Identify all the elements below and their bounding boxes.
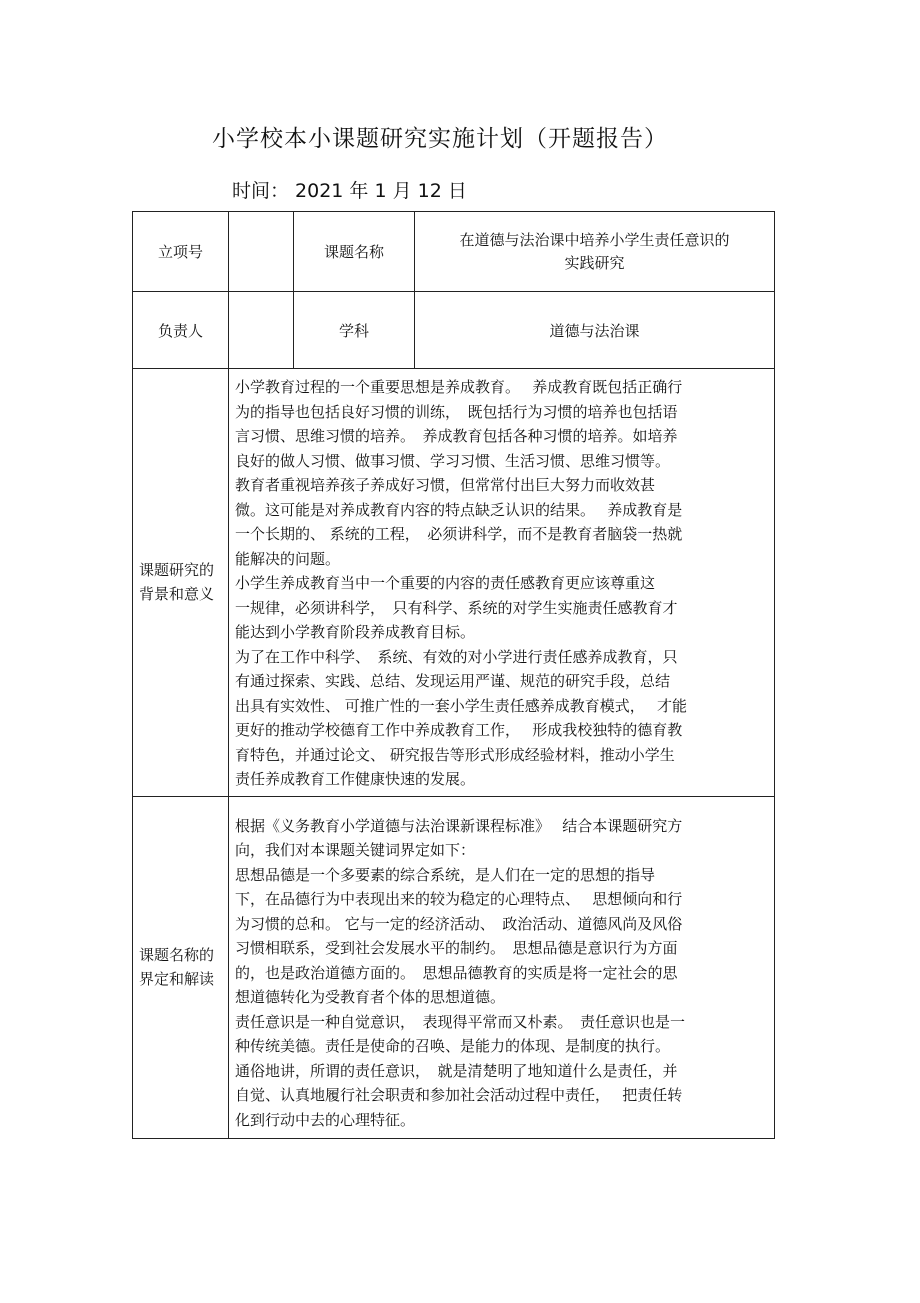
text-line: 为了在工作中科学、 系统、有效的对小学进行责任感养成教育，只 <box>235 647 678 666</box>
topic-value <box>415 212 775 292</box>
text-line: 一个长期的、 系统的工程， 必须讲科学，而不是教育者脑袋一热就 <box>235 525 683 543</box>
text-line: 习惯相联系，受到社会发展水平的制约。 思想品德是意识行为方面 <box>235 939 678 958</box>
text-line: 根据《义务教育小学道德与法治课新课程标准》 结合本课题研究方 <box>235 816 683 835</box>
background-label: 课题研究的背景和意义 <box>133 369 229 797</box>
table-row <box>133 796 775 1138</box>
text-line: 责任意识是一种自觉意识， 表现得平常而又朴素。 责任意识也是一 <box>235 1012 686 1031</box>
text-line: 有通过探索、实践、总结、发现运用严谨、规范的研究手段，总结 <box>235 672 671 690</box>
text-line: 想道德转化为受教育者个体的思想道德。 <box>235 988 506 1007</box>
table-row <box>133 369 775 797</box>
text-line: 责任养成教育工作健康快速的发展。 <box>235 770 476 788</box>
text-line: 通俗地讲，所谓的责任意识， 就是清楚明了地知道什么是责任，并 <box>235 1061 678 1080</box>
definition-text <box>229 796 775 1138</box>
text-line: 育特色，并通过论文、 研究报告等形式形成经验材料，推动小学生 <box>235 745 675 764</box>
text-line: 能达到小学教育阶段养成教育目标。 <box>235 623 476 641</box>
text-line: 的，也是政治道德方面的。 思想品德教育的实质是将一定社会的思 <box>235 963 678 982</box>
leader-value <box>229 292 294 369</box>
text-line: 出具有实效性、 可推广性的一套小学生责任感养成教育模式， 才能 <box>235 696 688 715</box>
definition-label: 课题名称的界定和解读 <box>133 796 229 1138</box>
project-no-value <box>229 212 294 292</box>
text-line: 能解决的问题。 <box>235 549 341 568</box>
topic-line-2: 实践研究 <box>564 253 625 272</box>
text-line: 言习惯、思维习惯的培养。 养成教育包括各种习惯的培养。如培养 <box>235 427 678 445</box>
text-line: 下，在品德行为中表现出来的较为稳定的心理特点、 思想倾向和行 <box>235 890 683 909</box>
text-line: 化到行动中去的心理特征。 <box>235 1110 416 1129</box>
text-line: 小学生养成教育当中一个重要的内容的责任感教育更应该尊重这 <box>235 574 656 592</box>
text-line: 为的指导也包括良好习惯的训练， 既包括行为习惯的培养也包括语 <box>235 402 678 421</box>
text-line: 为习惯的总和。 它与一定的经济活动、 政治活动、道德风尚及风俗 <box>235 914 683 933</box>
text-line: 种传统美德。责任是使命的召唤、是能力的体现、是制度的执行。 <box>235 1037 671 1056</box>
text-line: 思想品德是一个多要素的综合系统，是人们在一定的思想的指导 <box>235 865 656 884</box>
text-line: 一规律，必须讲科学， 只有科学、系统的对学生实施责任感教育才 <box>235 598 678 617</box>
text-line: 教育者重视培养孩子养成好习惯，但常常付出巨大努力而收效甚 <box>235 476 656 494</box>
text-line: 微。这可能是对养成教育内容的特点缺乏认识的结果。 养成教育是 <box>235 500 683 519</box>
text-line: 更好的推动学校德育工作中养成教育工作， 形成我校独特的德育教 <box>235 721 683 739</box>
project-no-label: 立项号 <box>133 212 229 292</box>
topic-line-1: 在道德与法治课中培养小学生责任意识的 <box>459 230 730 249</box>
subject-value: 道德与法治课 <box>415 292 775 369</box>
background-text <box>229 369 775 797</box>
text-line: 向，我们对本课题关键词界定如下： <box>235 841 476 860</box>
document-title: 小学校本小课题研究实施计划（开题报告） <box>212 126 668 152</box>
leader-label: 负责人 <box>133 292 229 369</box>
date-line: 时间： 2021 年 1 月 12 日 <box>232 180 467 202</box>
table-row <box>133 212 775 292</box>
text-line: 小学教育过程的一个重要思想是养成教育。 养成教育既包括正确行 <box>235 378 683 396</box>
table-row <box>133 292 775 369</box>
text-line: 自觉、认真地履行社会职责和参加社会活动过程中责任， 把责任转 <box>235 1086 683 1105</box>
report-table <box>132 211 775 1139</box>
text-line: 良好的做人习惯、做事习惯、学习习惯、生活习惯、思维习惯等。 <box>235 451 671 470</box>
topic-label: 课题名称 <box>294 212 415 292</box>
subject-label: 学科 <box>294 292 415 369</box>
